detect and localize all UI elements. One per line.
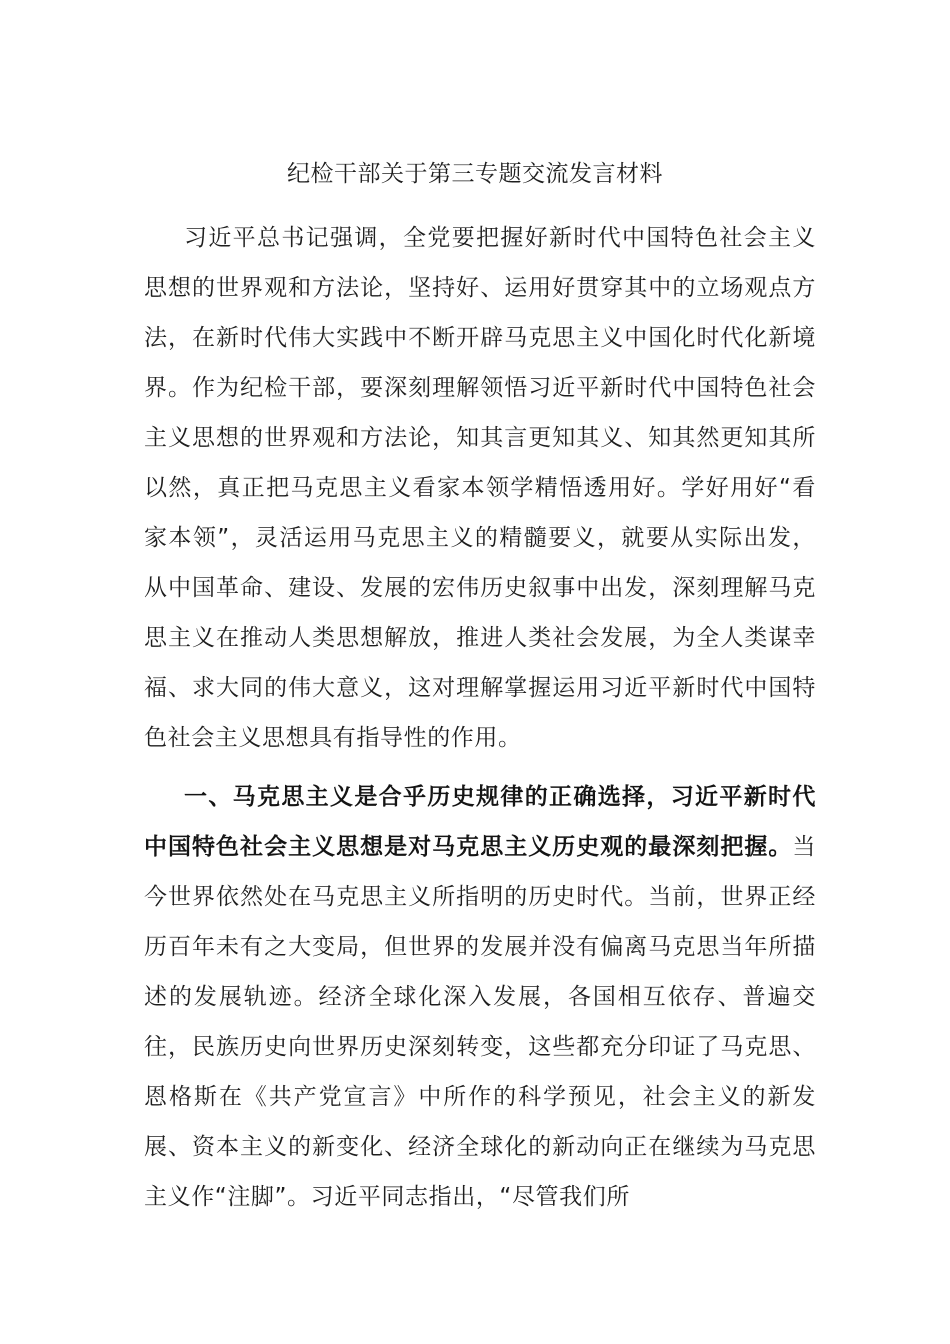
section-1-body: 当今世界依然处在马克思主义所指明的历史时代。当前，世界正经历百年未有之大变局，但世界的发展并没有偏离马克思当年所描述的发展轨迹。经济全球化深入发展，各国相互依存、普遍交往，民族历史向世界历史深刻转变，这些都充分印证了马克思、恩格斯在《共产党宣言》中所作的科学预见，社会主义的新发展、资本主义的新变化、经济全球化的新动向正在继续为马克思主义作“注脚”。习近平同志指出，“尽管我们所 <box>144 834 816 1210</box>
section-1-heading: 一、马克思主义是合乎历史规律的正确选择，习近平新时代中国特色社会主义思想是对马克思主义历史观的最深刻把握。 <box>144 784 816 860</box>
intro-paragraph: 习近平总书记强调，全党要把握好新时代中国特色社会主义思想的世界观和方法论，坚持好、运用好贯穿其中的立场观点方法，在新时代伟大实践中不断开辟马克思主义中国化时代化新境界。作为纪检干部，要深刻理解领悟习近平新时代中国特色社会主义思想的世界观和方法论，知其言更知其义、知其然更知其所以然，真正把马克思主义看家本领学精悟透用好。学好用好“看家本领”，灵活运用马克思主义的精髓要义，就要从实际出发，从中国革命、建设、发展的宏伟历史叙事中出发，深刻理解马克思主义在推动人类思想解放，推进人类社会发展，为全人类谋幸福、求大同的伟大意义，这对理解掌握运用习近平新时代中国特色社会主义思想具有指导性的作用。 <box>144 225 816 751</box>
section-1-paragraph <box>144 772 816 1222</box>
document-title: 纪检干部关于第三专题交流发言材料 <box>287 161 663 187</box>
